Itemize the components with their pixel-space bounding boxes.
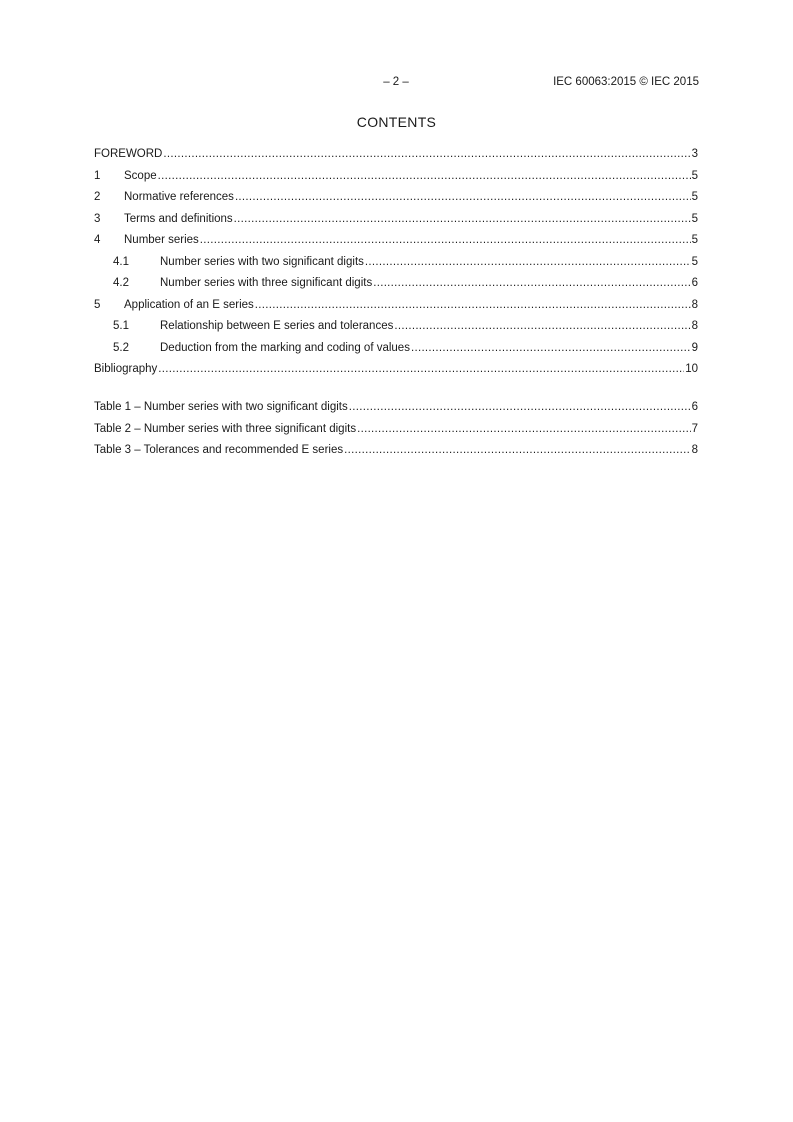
toc-entry-title: Number series with two significant digits: [160, 255, 364, 268]
toc-entry-foreword[interactable]: [94, 144, 698, 166]
document-id: IEC 60063:2015 © IEC 2015: [553, 76, 699, 88]
toc-leader: [349, 397, 691, 419]
toc-entry-page: 8: [691, 298, 698, 311]
toc-table-page: 7: [691, 422, 698, 435]
toc-table-page: 6: [691, 401, 698, 413]
toc-entry-page: 3: [691, 148, 698, 160]
toc-entry-page: 10: [685, 363, 698, 375]
toc-entry-two-significant-digits[interactable]: [94, 252, 698, 274]
toc-entry-title: Normative references: [124, 191, 234, 203]
toc-entry-title: Application of an E series: [124, 298, 254, 311]
toc-entry-number: 2: [94, 191, 101, 203]
toc-entry-page: 5: [691, 255, 698, 268]
toc-leader: [158, 166, 691, 188]
toc-leader: [344, 440, 690, 462]
toc-entry-title: Terms and definitions: [124, 212, 233, 225]
toc-tables: [94, 397, 698, 462]
toc-entry-scope[interactable]: [94, 166, 698, 188]
contents-title: CONTENTS: [356, 114, 437, 130]
toc-entry-page: 9: [691, 341, 698, 354]
toc-leader: [357, 419, 691, 441]
toc-leader: [255, 295, 691, 317]
toc-entry-bibliography[interactable]: [94, 359, 698, 381]
toc-entry-page: 5: [691, 169, 698, 182]
toc-entry-title: FOREWORD: [94, 148, 163, 160]
toc-table-3[interactable]: [94, 440, 698, 462]
toc-entry-title: Relationship between E series and tolerances: [160, 320, 394, 332]
toc-entry-page: 5: [691, 191, 698, 203]
toc-entry-title: Deduction from the marking and coding of values: [160, 341, 410, 354]
toc-leader: [200, 230, 691, 252]
toc-entry-page: 8: [691, 320, 698, 332]
toc-entry-three-significant-digits[interactable]: [94, 273, 698, 295]
toc-entry-terms-and-definitions[interactable]: [94, 209, 698, 231]
toc-table-1[interactable]: [94, 397, 698, 419]
toc-entry-number: 4: [94, 234, 101, 246]
toc-table-page: 8: [691, 444, 698, 456]
toc-entry-page: 6: [691, 277, 698, 289]
toc-entry-title: Number series with three significant digits: [160, 277, 373, 289]
toc-table-title: Table 1 – Number series with two significant digits: [94, 401, 348, 413]
toc-entry-number: 4.2: [113, 277, 129, 289]
toc-leader: [158, 359, 684, 381]
toc-entry-number: 3: [94, 212, 101, 225]
toc-entry-number: 5: [94, 298, 101, 311]
toc-leader: [373, 273, 690, 295]
toc-entry-number: 5.1: [113, 320, 129, 332]
toc-entry-number: 4.1: [113, 255, 129, 268]
toc-entry-number-series[interactable]: [94, 230, 698, 252]
toc-entry-deduction-marking-coding[interactable]: [94, 338, 698, 360]
toc-entry-title: Bibliography: [94, 363, 158, 375]
toc-leader: [365, 252, 691, 274]
toc-table-title: Table 3 – Tolerances and recommended E series: [94, 444, 344, 456]
toc-entry-page: 5: [691, 212, 698, 225]
toc-entry-normative-references[interactable]: [94, 187, 698, 209]
toc-entry-page: 5: [691, 234, 698, 246]
toc-entry-relationship-e-series-tolerances[interactable]: [94, 316, 698, 338]
toc-entry-title: Scope: [124, 169, 157, 182]
toc-entry-application-of-e-series[interactable]: [94, 295, 698, 317]
toc-table-2[interactable]: [94, 419, 698, 441]
toc-entry-number: 1: [94, 169, 101, 182]
toc-leader: [235, 187, 691, 209]
toc-leader: [163, 144, 690, 166]
toc-entry-title: Number series: [124, 234, 199, 246]
toc-entry-number: 5.2: [113, 341, 129, 354]
toc-sections: [94, 144, 698, 381]
toc-leader: [234, 209, 691, 231]
toc-leader: [394, 316, 690, 338]
toc-leader: [411, 338, 691, 360]
toc-table-title: Table 2 – Number series with three significant digits: [94, 422, 357, 435]
page-number: – 2 –: [383, 76, 409, 88]
